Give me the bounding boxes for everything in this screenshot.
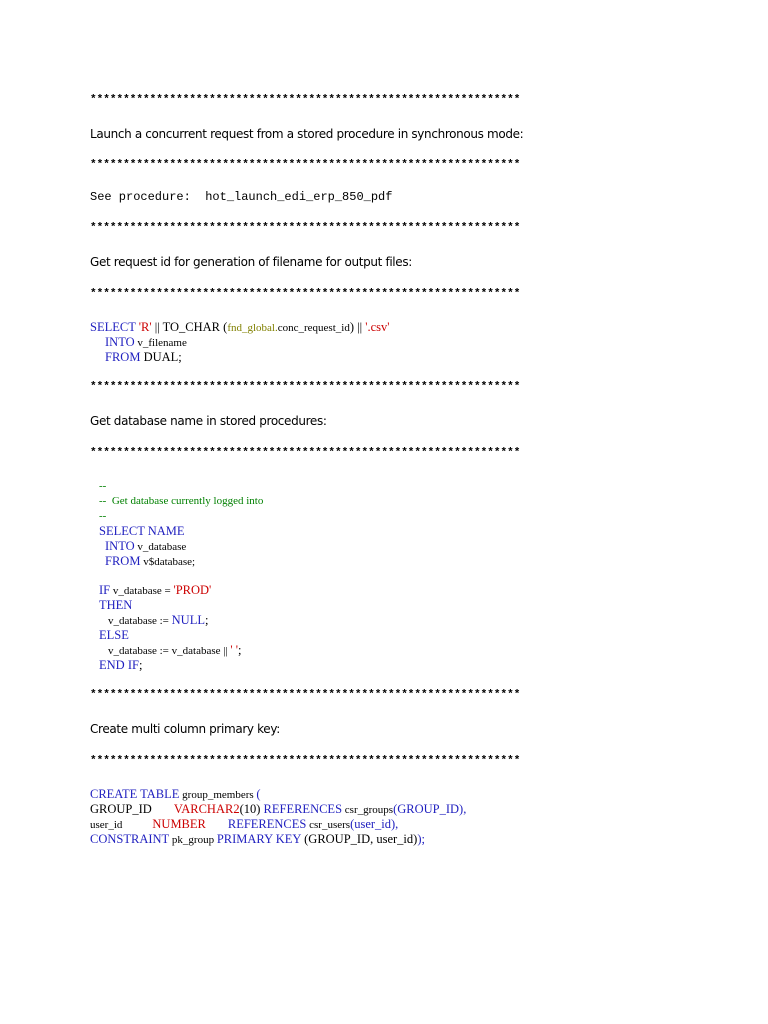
code-keyword: SELECT (90, 320, 136, 334)
code-line (99, 584, 211, 597)
code-line (108, 614, 208, 627)
code-type: NUMBER (152, 817, 206, 831)
code-line (108, 644, 242, 657)
code-keyword: CONSTRAINT (90, 832, 170, 846)
code-keyword: INTO (105, 335, 135, 349)
code-keyword: IF (99, 583, 111, 597)
code-column: GROUP_ID (90, 802, 152, 816)
code-string: '.csv' (365, 320, 390, 334)
code-line (90, 803, 466, 816)
code-text: v_database := v_database || (108, 645, 231, 657)
code-comment: -- (99, 480, 107, 492)
code-text: v_filename (134, 337, 187, 349)
code-type: VARCHAR2 (173, 802, 240, 816)
code-text: ) || (349, 320, 366, 334)
section-heading: Get database name in stored procedures: (90, 414, 327, 428)
code-line (90, 321, 390, 334)
code-comment: -- Get database currently logged into (99, 495, 264, 507)
code-line (105, 555, 195, 568)
code-text: v$database; (140, 556, 196, 568)
section-heading: Launch a concurrent request from a stored procedure in synchronous mode: (90, 127, 524, 141)
code-text: ); (417, 832, 425, 846)
code-text: csr_groups (342, 804, 394, 816)
separator-line: ***************************************************************** (90, 381, 521, 393)
code-text: group_members (179, 789, 257, 801)
code-string: 'R' (138, 320, 152, 334)
code-text: (10) (239, 802, 264, 816)
code-keyword: CREATE TABLE (90, 787, 180, 801)
code-line (90, 833, 425, 846)
separator-line: ***************************************************************** (90, 94, 521, 106)
code-keyword: THEN (99, 598, 133, 612)
code-line (105, 336, 187, 349)
code-text: ; (204, 613, 209, 627)
separator-line: ***************************************************************** (90, 447, 521, 459)
code-line (90, 788, 261, 801)
code-text: v_database := (108, 615, 172, 627)
code-keyword: REFERENCES (227, 817, 307, 831)
code-keyword: FROM (105, 350, 141, 364)
code-text: ; (238, 643, 242, 657)
code-line (105, 351, 182, 364)
code-keyword: PRIMARY KEY (216, 832, 301, 846)
code-text: ( (256, 787, 261, 801)
code-text: (user_id), (350, 817, 399, 831)
separator-line: ***************************************************************** (90, 755, 521, 767)
code-text: csr_users (306, 819, 351, 831)
separator-line: ***************************************************************** (90, 222, 521, 234)
code-string: 'PROD' (173, 583, 212, 597)
code-text: DUAL; (140, 350, 182, 364)
code-keyword: NULL (171, 613, 205, 627)
code-comment: -- (99, 510, 107, 522)
code-function: fnd_global. (227, 322, 278, 334)
code-string: ' ' (230, 643, 239, 657)
code-line (90, 818, 398, 831)
code-line (105, 540, 186, 553)
section-heading: Create multi column primary key: (90, 722, 280, 736)
code-keyword: INTO (105, 539, 135, 553)
code-line (99, 659, 142, 672)
code-text: ; (138, 658, 143, 672)
code-keyword: FROM (105, 554, 141, 568)
code-keyword: REFERENCES (263, 802, 343, 816)
separator-line: ***************************************************************** (90, 159, 521, 171)
code-text: (GROUP_ID, user_id) (301, 832, 418, 846)
code-keyword: END IF (99, 658, 139, 672)
code-text: (GROUP_ID), (393, 802, 467, 816)
separator-line: ***************************************************************** (90, 288, 521, 300)
code-text: pk_group (169, 834, 217, 846)
code-text: v_database (134, 541, 187, 553)
section-heading: Get request id for generation of filename for output files: (90, 255, 412, 269)
code-text: v_database = (110, 585, 174, 597)
separator-line: ***************************************************************** (90, 689, 521, 701)
code-keyword: ELSE (99, 628, 129, 642)
code-column: conc_request_id (277, 322, 350, 334)
procedure-reference: See procedure: hot_launch_edi_erp_850_pdf (90, 190, 393, 204)
code-keyword: SELECT NAME (99, 524, 185, 538)
code-text: || TO_CHAR ( (151, 320, 228, 334)
code-column: user_id (90, 819, 123, 831)
